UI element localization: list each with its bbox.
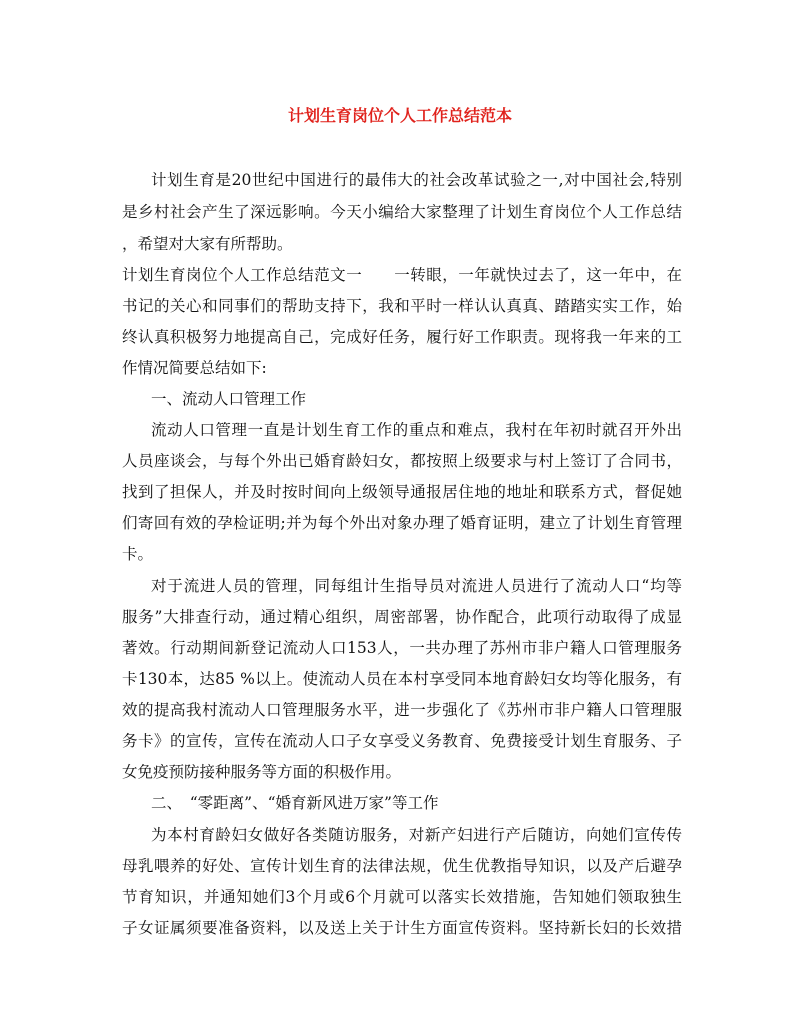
paragraph-line: 卡。: [122, 545, 154, 563]
paragraph-line: 们寄回有效的孕检证明;并为每个外出对象办理了婚育证明，建立了计划生育管理: [122, 514, 682, 532]
paragraph-line: 流动人口管理一直是计划生育工作的重点和难点，我村在年初时就召开外出: [151, 421, 682, 439]
paragraph-line: 找到了担保人，并及时按时间向上级领导通报居住地的地址和联系方式，督促她: [122, 483, 682, 501]
paragraph-line: 务卡》的宣传，宣传在流动人口子女享受义务教育、免费接受计划生育服务、子: [122, 732, 682, 750]
paragraph-line: 子女证属须要准备资料，以及送上关于计生方面宣传资料。坚持新长妇的长效措: [122, 919, 682, 937]
paragraph-line: 节育知识，并通知她们3个月或6个月就可以落实长效措施，告知她们领取独生: [122, 888, 682, 906]
paragraph-line: ，希望对大家有所帮助。: [122, 235, 293, 253]
section-heading: 一、流动人口管理工作: [151, 390, 307, 408]
paragraph-line: 人员座谈会，与每个外出已婚育龄妇女，都按照上级要求与村上签订了合同书，: [122, 452, 682, 470]
paragraph-line: 女免疫预防接种服务等方面的积极作用。: [122, 763, 402, 781]
document-title: 计划生育岗位个人工作总结范本: [287, 106, 512, 125]
paragraph-line: 效的提高我村流动人口管理服务水平，进一步强化了《苏州市非户籍人口管理服: [122, 701, 682, 719]
paragraph-line: 母乳喂养的好处、宣传计划生育的法律法规，优生优教指导知识，以及产后避孕: [122, 857, 682, 875]
paragraph-line: 计划生育是20世纪中国进行的最伟大的社会改革试验之一,对中国社会,特别: [151, 171, 682, 189]
paragraph-line: 是乡村社会产生了深远影响。今天小编给大家整理了计划生育岗位个人工作总结: [122, 203, 682, 221]
paragraph-line: 著效。行动期间新登记流动人口153人，一共办理了苏州市非户籍人口管理服务: [122, 639, 682, 657]
paragraph-line: 作情况简要总结如下:: [122, 359, 267, 377]
paragraph-line: 书记的关心和同事们的帮助支持下，我和平时一样认认真真、踏踏实实工作，始: [122, 297, 682, 315]
paragraph-line: 计划生育岗位个人工作总结范文一 一转眼，一年就快过去了，这一年中，在: [122, 266, 682, 284]
paragraph-line: 对于流进人员的管理，同每组计生指导员对流进人员进行了流动人口“均等: [151, 577, 682, 595]
paragraph-line: 终认真积极努力地提高自己，完成好任务，履行好工作职责。现将我一年来的工: [122, 328, 682, 346]
section-heading: 二、 “零距离”、“婚育新风进万家”等工作: [151, 794, 439, 812]
paragraph-line: 为本村育龄妇女做好各类随访服务，对新产妇进行产后随访，向她们宣传传: [151, 826, 682, 844]
paragraph-line: 卡130本，达85 %以上。使流动人员在本村享受同本地育龄妇女均等化服务，有: [122, 670, 682, 688]
paragraph-line: 服务”大排查行动，通过精心组织，周密部署，协作配合，此项行动取得了成显: [122, 608, 682, 626]
